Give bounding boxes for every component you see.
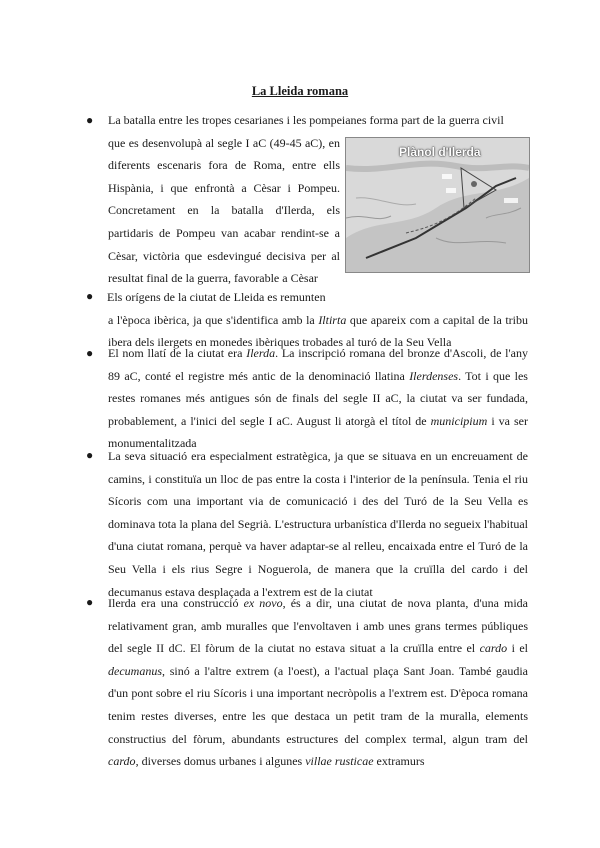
paragraph-5-italic-4: cardo <box>108 754 136 769</box>
bullet-icon: ● <box>86 289 94 303</box>
paragraph-3-text-c: . Tot i que les restes romanes més antigues són de finals del segle II aC, la ciutat va ser fundada, probablement, a l'inici del segle I aC. August li atorgà el títol de <box>108 368 528 428</box>
paragraph-1-first-line: La batalla entre les tropes cesarianes i les pompeianes forma part de la guerra civil <box>108 113 504 127</box>
paragraph-4: La seva situació era especialment estratègica, ja que se situava en un encreuament de camins, i constituïa un lloc de pas entre la costa i l'interior de la península. Tenia el riu Sícoris com una important via de comunicació i des del Turó de la Seu Vella es dominava tota la plana del Segrià. L'estructura urbanística d'Ilerda no segueix l'habitual d'una ciutat romana, perquè va haver adaptar-se al relleu, encaixada entre el Turó de la Seu Vella i els rius Segre i Noguerola, de manera que la cruïlla del cardo i del decumanus estava desplaçada a l'extrem est de la ciutat <box>108 449 528 599</box>
paragraph-3-text-a: El nom llatí de la ciutat era <box>108 346 247 360</box>
ilerda-map-image <box>345 137 530 273</box>
paragraph-5-text-f: extramurs <box>373 754 425 769</box>
bullet-icon: ● <box>86 595 94 609</box>
map-title: Plànol d'Ilerda <box>399 145 481 159</box>
paragraph-5-text-c: i el <box>507 641 529 656</box>
bullet-icon: ● <box>86 346 94 360</box>
paragraph-5-text-e: , diverses domus urbanes i algunes <box>135 754 306 769</box>
paragraph-2-first-line: Els orígens de la ciutat de Lleida es remunten <box>107 290 326 304</box>
paragraph-1-body: que es desenvolupà al segle I aC (49-45 aC), en diferents escenaris fora de Roma, entre ells Hispània, i que enfrontà a Cèsar i Pompeu. Concretament en la batalla d'Ilerda, els partidaris de Pompeu van acabar rendint-se a Cèsar, victòria que esdevingué decisiva per al resultat final de la guerra, favorable a Cèsar <box>108 135 340 286</box>
paragraph-5-text-b: , és a dir, una ciutat de nova planta, d'una mida relativament gran, amb muralles que l'envoltaven i amb unes grans termes públiques del segle II dC. El fòrum de la ciutat no estava situat a la cruïlla entre el <box>108 596 529 656</box>
bullet-icon: ● <box>86 448 94 462</box>
paragraph-5-italic-5: villae rusticae <box>305 754 374 769</box>
paragraph-3-text-d: i va ser monumentalitzada <box>108 413 528 451</box>
bullet-icon: ● <box>86 113 94 127</box>
paragraph-2-text: a l'època ibèrica, ja que s'identifica amb la <box>108 312 319 327</box>
page-title: La Lleida romana <box>251 84 349 98</box>
paragraph-5-text-d: , sinó a l'altre extrem (a l'oest), a l'actual plaça Sant Joan. També gaudia d'un pont sobre el riu Sícoris i una important necròpolis a l'extrem est. D'època romana tenim restes diverses, entre les que destaca un petit tram de la muralla, elements constructius del fòrum, abundants estructures del complex termal, algun tram del <box>108 663 528 746</box>
paragraph-3-text-b: . La inscripció romana del bronze d'Ascoli, de l'any 89 aC, conté el registre més antic de la denominació llatina <box>108 346 528 383</box>
paragraph-2-text-end: que apareix com a capital de la tribu ibera dels ilergets en monedes ibèriques trobades al turó de la Seu Vella <box>108 312 528 350</box>
paragraph-5-italic-3: decumanus <box>108 663 162 678</box>
paragraph-2-italic: Iltirta <box>318 312 347 327</box>
paragraph-5 <box>108 592 528 773</box>
paragraph-5-text-a: Ilerda era una construcció <box>108 596 244 610</box>
paragraph-3 <box>108 342 528 455</box>
paragraph-3-italic-2: Ilerdenses <box>409 368 459 383</box>
paragraph-5-italic-1: ex novo <box>243 596 283 610</box>
paragraph-3-italic-1: Ilerda <box>246 346 276 360</box>
paragraph-3-italic-3: municipium <box>430 413 488 428</box>
paragraph-5-italic-2: cardo <box>479 641 508 656</box>
